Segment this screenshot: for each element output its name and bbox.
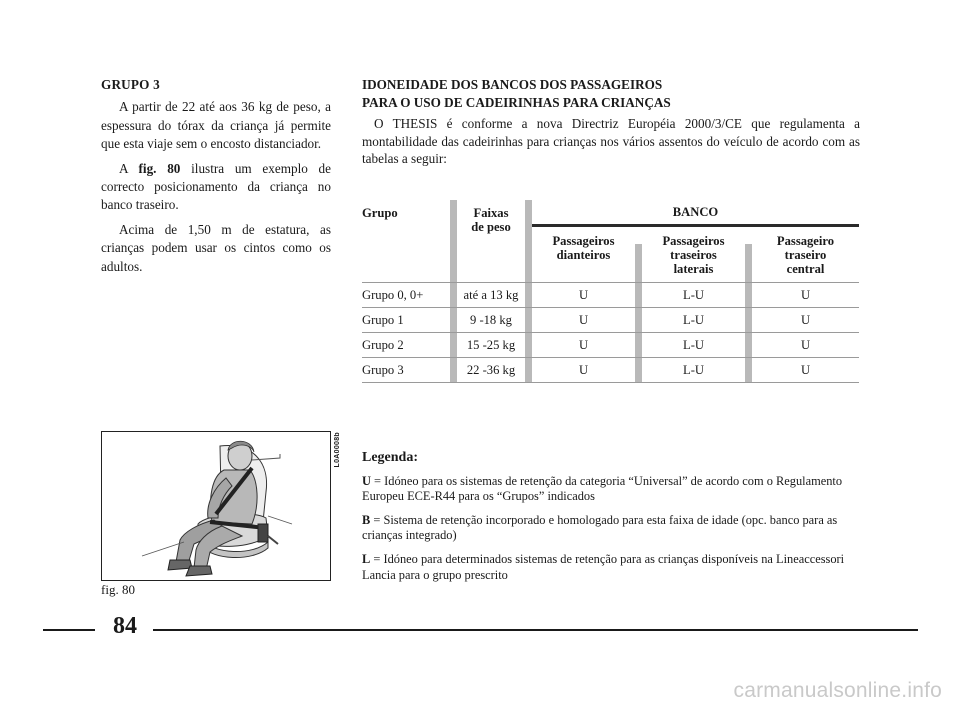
row-peso: 15 -25 kg <box>466 338 516 352</box>
subheader-central-line-3: central <box>786 262 825 276</box>
row-grupo: Grupo 1 <box>362 313 404 327</box>
section-title-line-1: IDONEIDADE DOS BANCOS DOS PASSAGEIROS <box>362 77 663 92</box>
row-peso: 22 -36 kg <box>466 363 516 377</box>
section-heading-grupo-3: GRUPO 3 <box>101 77 160 92</box>
subheader-central-line-2: traseiro <box>784 248 827 262</box>
intro-paragraph: O THESIS é conforme a nova Directriz Européia 2000/3/CE que regulamenta a montabilidade das cadeirinhas para crianças nos vários assentos do veículo de acordo com as tabelas a seguir: <box>362 116 860 166</box>
row-dianteiros: U <box>578 363 589 377</box>
row-rule <box>362 307 859 308</box>
fig-ref-link: fig. 80 <box>138 160 181 176</box>
table-divider-1 <box>450 200 457 382</box>
legend-text-l: = Idóneo para determinados sistemas de retenção para as crianças disponíveis na Lineaccessori Lancia para o grupo prescrito <box>362 551 845 582</box>
footer-rule-right <box>153 629 918 631</box>
figure-child-seated-illustration <box>101 431 331 581</box>
subheader-dianteiros-line-1: Passageiros <box>552 234 615 248</box>
row-peso: até a 13 kg <box>463 288 519 302</box>
row-laterais: L-U <box>683 338 704 352</box>
page-number: 84 <box>113 613 137 639</box>
subheader-dianteiros <box>532 234 635 262</box>
header-faixas-line-1: Faixas <box>473 206 509 220</box>
subheader-traseiros-laterais <box>642 234 745 276</box>
subheader-laterais-line-1: Passageiros <box>662 234 725 248</box>
legend-item-l <box>362 552 862 583</box>
paragraph-grupo-3: A partir de 22 até aos 36 kg de peso, a espessura do tórax da criança já permite que esta viaje sem o encosto distanciador. <box>101 99 331 152</box>
row-dianteiros: U <box>578 313 589 327</box>
legend-item-u <box>362 474 862 505</box>
legend-text-u: = Idóneo para os sistemas de retenção da categoria “Universal” de acordo com o Regulamento Europeu ECE-R44 para os “Grupos” indicados <box>362 473 843 504</box>
legend-text-b: = Sistema de retenção incorporado e homologado para esta faixa de idade (opc. banco para as crianças integrado) <box>362 512 838 543</box>
row-dianteiros: U <box>578 288 589 302</box>
legend-item-b <box>362 513 862 544</box>
table-divider-3 <box>635 244 642 382</box>
watermark: carmanualsonline.info <box>733 679 942 702</box>
header-faixas <box>457 206 525 234</box>
figure-caption: fig. 80 <box>101 582 135 597</box>
row-peso: 9 -18 kg <box>470 313 512 327</box>
fig-ref-prefix: A <box>119 160 139 176</box>
right-column-intro <box>362 76 860 168</box>
subheader-central-line-1: Passageiro <box>776 234 835 248</box>
header-faixas-line-2: de peso <box>471 220 511 234</box>
paragraph-fig-reference <box>101 160 331 215</box>
row-grupo: Grupo 2 <box>362 338 404 352</box>
legend-key-b: B <box>362 512 371 527</box>
paragraph-adult-belts: Acima de 1,50 m de estatura, as crianças podem usar os cintos como os adultos. <box>101 221 331 274</box>
subheader-laterais-line-2: traseiros <box>670 248 717 262</box>
row-central: U <box>800 313 811 327</box>
header-rule <box>362 282 859 283</box>
row-laterais: L-U <box>683 288 704 302</box>
legend-key-l: L <box>362 551 371 566</box>
row-dianteiros: U <box>578 338 589 352</box>
section-title-line-2: PARA O USO DE CADEIRINHAS PARA CRIANÇAS <box>362 94 671 110</box>
header-banco: BANCO <box>672 205 719 219</box>
seat-suitability-table <box>362 200 859 390</box>
subheader-traseiro-central <box>752 234 859 276</box>
legend-title: Legenda: <box>362 450 418 465</box>
row-grupo: Grupo 3 <box>362 363 404 377</box>
row-rule <box>362 382 859 383</box>
legend-key-u: U <box>362 473 371 488</box>
row-laterais: L-U <box>683 313 704 327</box>
row-central: U <box>800 288 811 302</box>
row-laterais: L-U <box>683 363 704 377</box>
row-grupo: Grupo 0, 0+ <box>362 288 424 302</box>
subheader-dianteiros-line-2: dianteiros <box>556 248 611 262</box>
left-column <box>101 76 331 276</box>
footer-rule-left <box>43 629 95 631</box>
subheader-laterais-line-3: laterais <box>673 262 714 276</box>
table-divider-4 <box>745 244 752 382</box>
legend <box>362 450 862 591</box>
row-rule <box>362 332 859 333</box>
banco-underline <box>532 224 859 227</box>
row-rule <box>362 357 859 358</box>
child-in-rear-seat-illustration <box>102 432 330 580</box>
row-central: U <box>800 338 811 352</box>
row-central: U <box>800 363 811 377</box>
fig-ref-rest: ilustra um exemplo de correcto posicionamento da criança no banco traseiro. <box>101 160 332 213</box>
figure-code: L0A0008b <box>334 432 341 468</box>
header-grupo: Grupo <box>362 206 398 220</box>
table-divider-2 <box>525 200 532 382</box>
